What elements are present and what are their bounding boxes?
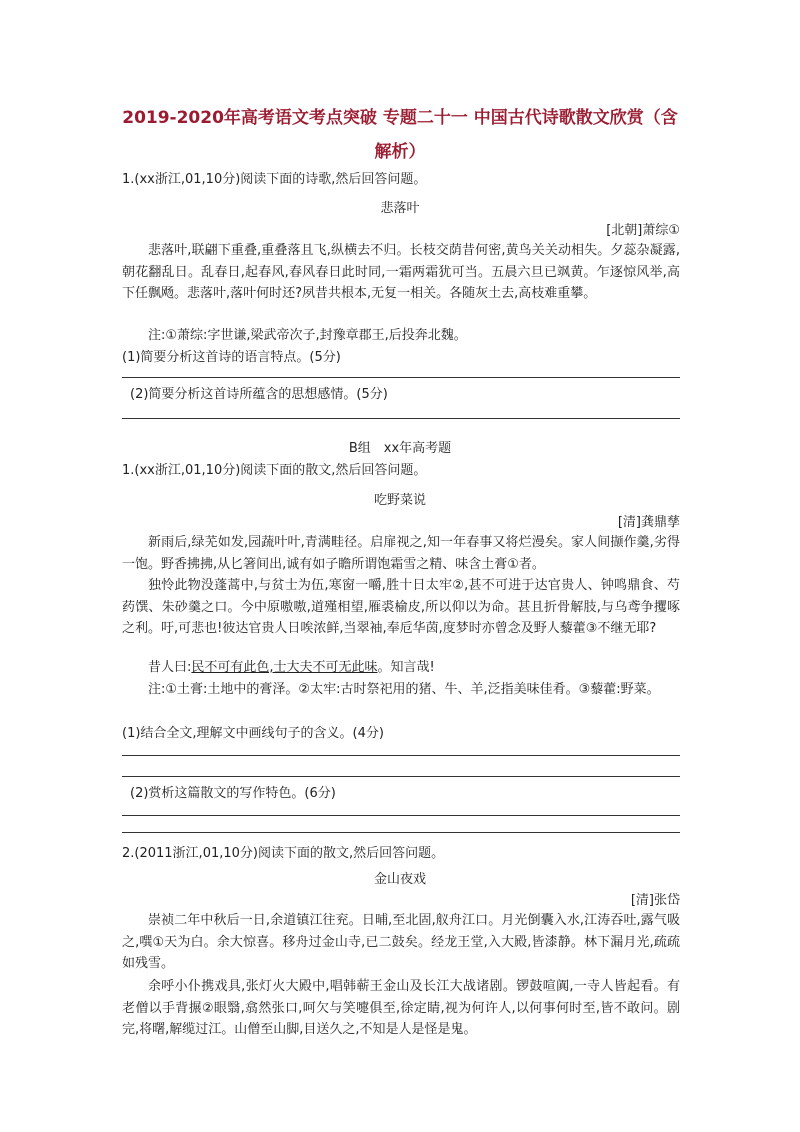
answer-line — [122, 832, 680, 833]
groupb-paragraph-1: 新雨后,绿芜如发,园蔬叶叶,青满畦径。启扉视之,知一年春事又将烂漫矣。家人间撷作羹,劣得一饱。野香拂拂,从匕箸间出,诚有如子瞻所谓饱霜雪之精、味含土膏①者。 — [122, 535, 680, 572]
q1-poem-text: 悲落叶,联翩下重叠,重叠落且飞,纵横去不归。长枝交荫昔何密,黄鸟关关动相失。夕蕊杂凝露,朝花翻乱日。乱春日,起春风,春风春日此时同,一霜两霜犹可当。五晨六旦已飒黄。乍逐惊风举,高下任飘飏。悲落叶,落叶何时还?夙昔共根本,无复一相关。各随灰土去,高枝难重攀。 — [122, 243, 680, 301]
q2-paragraph-2: 余呼小仆携戏具,张灯火大殿中,唱韩蕲王金山及长江大战诸剧。锣鼓喧阗,一寺人皆起看。有老僧以手背搌②眼翳,翕然张口,呵欠与笑嚏俱至,徐定睛,视为何许人,以何事何时至,皆不敢问。剧完,将曙,解缆过江。山僧至山脚,目送久之,不知是人是怪是鬼。 — [122, 979, 680, 1037]
groupb-paragraph-2: 独怜此物没蓬蒿中,与贫士为伍,寒窗一嚼,胜十日太牢②,甚不可进于达官贵人、钟鸣鼎食、芍药馔、朱砂羹之口。今中原嗷嗷,道殣相望,雁裘榆皮,所以仰以为命。甚且折骨解肢,与乌鸢争攫啄之利。吁,可悲也!彼达官贵人日唉浓鲜,当翠袖,奉卮华茵,度梦时亦曾念及野人藜藿③不继无耶? — [122, 578, 680, 636]
q2-essay-title: 金山夜戏 — [373, 872, 426, 887]
q1-intro: 1.(xx浙江,01,10分)阅读下面的诗歌,然后回答问题。 — [122, 172, 427, 187]
groupb-p3-suffix: 。知言哉! — [377, 660, 435, 675]
groupb-sub2: (2)赏析这篇散文的写作特色。(6分) — [130, 786, 336, 801]
groupb-q1-intro: 1.(xx浙江,01,10分)阅读下面的散文,然后回答问题。 — [122, 463, 427, 478]
groupb-p3-prefix: 昔人曰: — [148, 660, 192, 675]
answer-line — [122, 776, 680, 777]
q1-sub2: (2)简要分析这首诗所蕴含的思想感情。(5分) — [130, 387, 388, 402]
page-title-line-2: 解析） — [374, 142, 426, 162]
q2-intro: 2.(2011浙江,01,10分)阅读下面的散文,然后回答问题。 — [122, 846, 445, 861]
groupb-author: [清]龚鼎孳 — [617, 515, 680, 530]
q1-sub1: (1)简要分析这首诗的语言特点。(5分) — [122, 350, 341, 365]
q1-note: 注:①萧综:字世谦,梁武帝次子,封豫章郡王,后投奔北魏。 — [148, 328, 467, 343]
groupb-note: 注:①土膏:土地中的膏泽。②太牢:古时祭祀用的猪、牛、羊,泛指美味佳肴。③藜藿:野菜。 — [148, 682, 660, 697]
q2-author: [清]张岱 — [630, 893, 680, 908]
page-title-line-1: 2019-2020年高考语文考点突破 专题二十一 中国古代诗歌散文欣赏（含 — [122, 108, 678, 128]
q1-author: [北朝]萧综① — [606, 223, 680, 238]
answer-line — [122, 755, 680, 756]
page-title — [100, 101, 700, 169]
q1-poem-title: 悲落叶 — [380, 201, 420, 216]
groupb-paragraph-3 — [122, 657, 680, 679]
groupb-sub1: (1)结合全文,理解文中画线句子的含义。(4分) — [122, 726, 384, 741]
q2-paragraph-1: 崇祯二年中秋后一日,余道镇江往兖。日晡,至北固,舣舟江口。月光倒囊入水,江涛吞吐,露气吸之,噀①天为白。余大惊喜。移舟过金山寺,已二鼓矣。经龙王堂,入大殿,皆漆静。林下漏月光,疏疏如残雪。 — [122, 913, 680, 971]
answer-line — [122, 377, 680, 378]
groupb-heading: B组 xx年高考题 — [348, 441, 452, 456]
groupb-essay-title: 吃野菜说 — [373, 493, 426, 508]
answer-line — [122, 815, 680, 816]
groupb-underlined-sentence: 民不可有此色,士大夫不可无此味 — [191, 660, 378, 675]
answer-line — [122, 418, 680, 419]
